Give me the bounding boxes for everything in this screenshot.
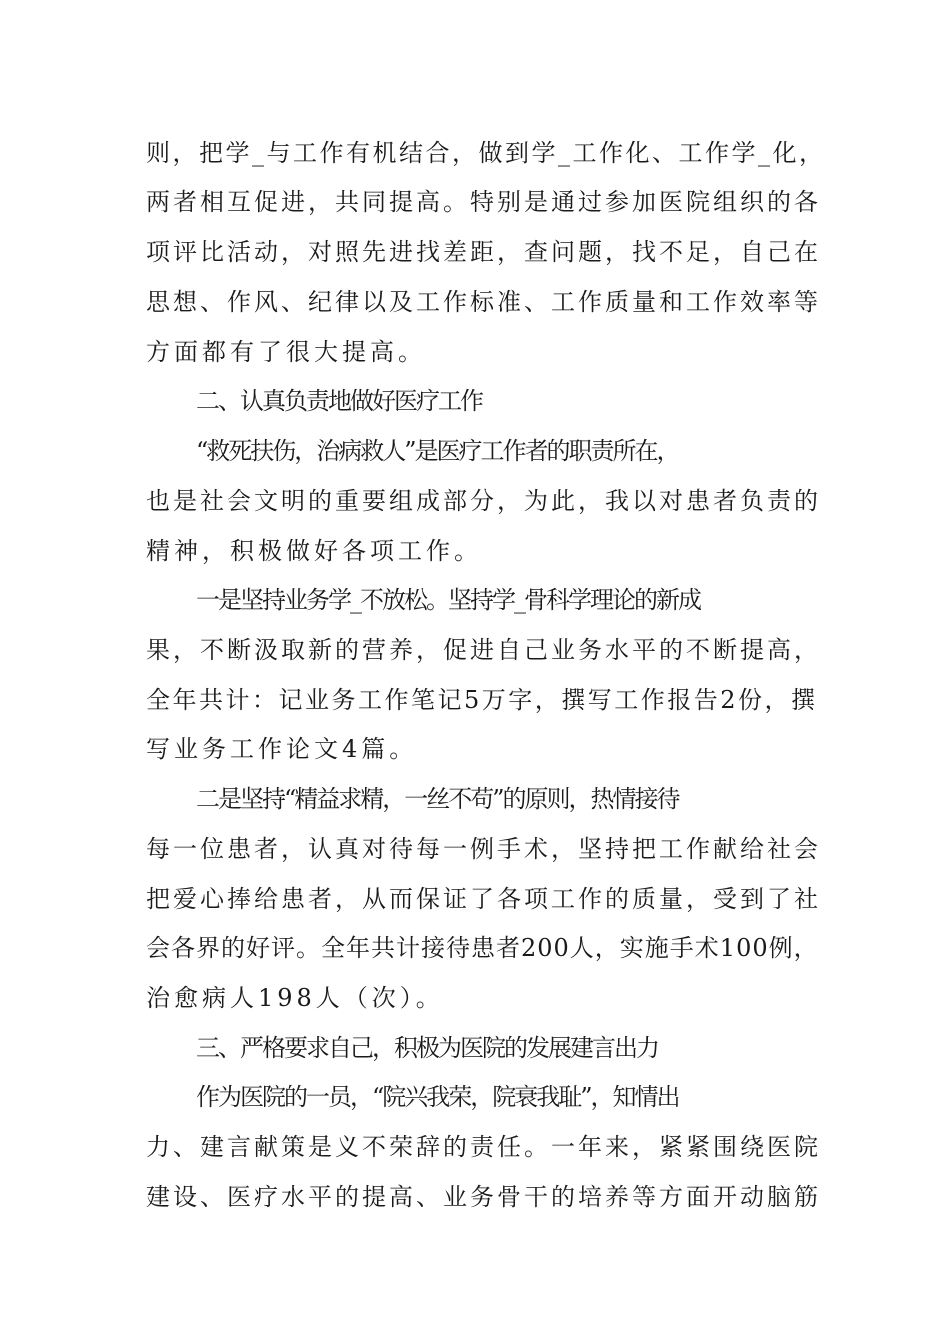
text-line: 二是坚持“精益求精，一丝不苟”的原则，热情接待 [196, 785, 679, 813]
text-line: 一是坚持业务学_不放松。坚持学_骨科学理论的新成 [196, 586, 700, 614]
text-line: 每一位患者，认真对待每一例手术，坚持把工作献给社会 [146, 835, 821, 863]
text-line: 则，把学_与工作有机结合，做到学_工作化、工作学_化， [146, 139, 826, 167]
text-line: 精神，积极做好各项工作。 [146, 537, 482, 565]
text-line: 果，不断汲取新的营养，促进自己业务水平的不断提高， [146, 636, 821, 664]
text-line: 会各界的好评。全年共计接待患者200人，实施手术100例， [146, 934, 819, 962]
section-heading: 二、认真负责地做好医疗工作 [196, 387, 482, 415]
text-line: 力、建言献策是义不荣辞的责任。一年来，紧紧围绕医院 [146, 1133, 821, 1161]
text-line: “救死扶伤，治病救人”是医疗工作者的职责所在， [196, 437, 679, 465]
text-line: 全年共计：记业务工作笔记5万字，撰写工作报告2份，撰 [146, 686, 818, 714]
text-line: 两者相互促进，共同提高。特别是通过参加医院组织的各 [146, 188, 821, 216]
text-line: 写业务工作论文4篇。 [146, 735, 418, 763]
section-heading: 三、严格要求自己，积极为医院的发展建言出力 [196, 1034, 658, 1062]
text-line: 方面都有了很大提高。 [146, 338, 426, 366]
text-line: 治愈病人198人（次）。 [146, 984, 444, 1012]
text-line: 项评比活动，对照先进找差距，查问题，找不足，自己在 [146, 238, 821, 266]
text-line: 作为医院的一员，“院兴我荣，院衰我耻”，知情出 [196, 1083, 679, 1111]
text-line: 思想、作风、纪律以及工作标准、工作质量和工作效率等 [146, 288, 821, 316]
text-line: 也是社会文明的重要组成部分，为此，我以对患者负责的 [146, 487, 821, 515]
text-line: 建设、医疗水平的提高、业务骨干的培养等方面开动脑筋 [146, 1183, 821, 1211]
text-line: 把爱心捧给患者，从而保证了各项工作的质量，受到了社 [146, 885, 821, 913]
